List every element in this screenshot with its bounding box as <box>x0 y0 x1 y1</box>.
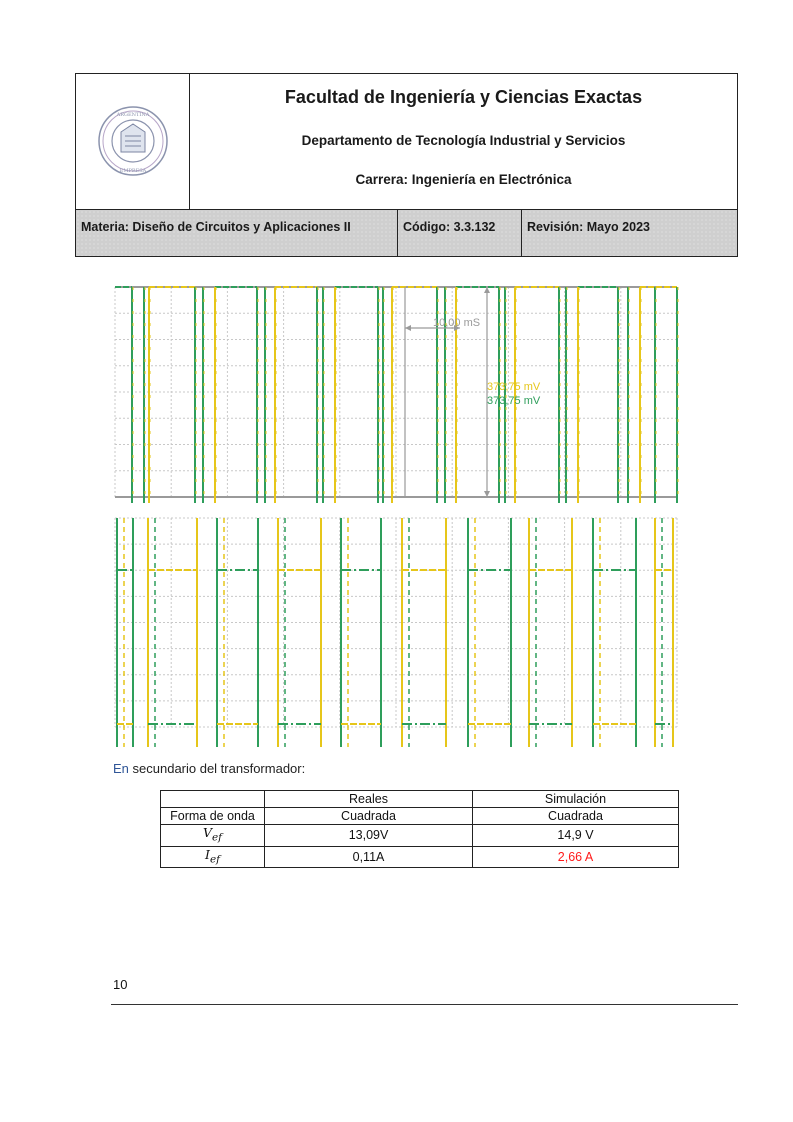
header-cell-empty <box>161 791 265 808</box>
revision-label: Revisión: Mayo 2023 <box>527 220 650 234</box>
code-label: Código: 3.3.132 <box>398 210 522 256</box>
cell-reales: Cuadrada <box>265 808 473 825</box>
caption-prefix: En <box>113 761 129 776</box>
svg-text:10,00 mS: 10,00 mS <box>433 317 481 329</box>
oscilloscope-capture <box>112 282 682 752</box>
document-header <box>75 73 738 257</box>
header-cell-simulacion: Simulación <box>473 791 679 808</box>
symbol-v: V <box>202 825 212 840</box>
faculty-title: Facultad de Ingeniería y Ciencias Exactas <box>284 87 643 107</box>
page-number: 10 <box>113 977 128 992</box>
cell-simulacion-highlight: 2,66 A <box>473 846 679 868</box>
svg-text:EMPRESA: EMPRESA <box>119 168 147 174</box>
subject-label: Materia: Diseño de Circuitos y Aplicaciones II <box>76 210 398 256</box>
cell-reales: 13,09V <box>265 825 473 847</box>
header-info-row <box>76 210 737 256</box>
row-label <box>161 846 265 868</box>
row-label: Forma de onda <box>161 808 265 825</box>
table-row <box>161 825 679 847</box>
symbol-i: I <box>205 846 210 862</box>
table-row <box>161 808 679 825</box>
university-seal-icon <box>96 104 170 178</box>
symbol-sub: ef <box>209 853 220 865</box>
footer-divider <box>111 1004 738 1005</box>
symbol-sub: ef <box>212 831 223 844</box>
logo-cell <box>76 74 190 209</box>
svg-text:ARGENTINA: ARGENTINA <box>116 112 150 118</box>
cell-reales: 0,11A <box>265 846 473 868</box>
header-top-row <box>76 74 737 210</box>
cell-simulacion: 14,9 V <box>473 825 679 847</box>
svg-text:373,75 mV: 373,75 mV <box>487 395 541 407</box>
row-label <box>161 825 265 847</box>
department-title: Departamento de Tecnología Industrial y Servicios <box>301 133 626 148</box>
section-caption <box>113 761 305 776</box>
title-cell <box>190 74 737 209</box>
table-header-row <box>161 791 679 808</box>
svg-text:373,75 mV: 373,75 mV <box>487 381 541 393</box>
career-title: Carrera: Ingeniería en Electrónica <box>355 172 572 187</box>
cell-simulacion: Cuadrada <box>473 808 679 825</box>
header-cell-reales: Reales <box>265 791 473 808</box>
measurements-table <box>160 790 679 868</box>
table-row <box>161 846 679 868</box>
caption-text: secundario del transformador: <box>128 761 306 776</box>
